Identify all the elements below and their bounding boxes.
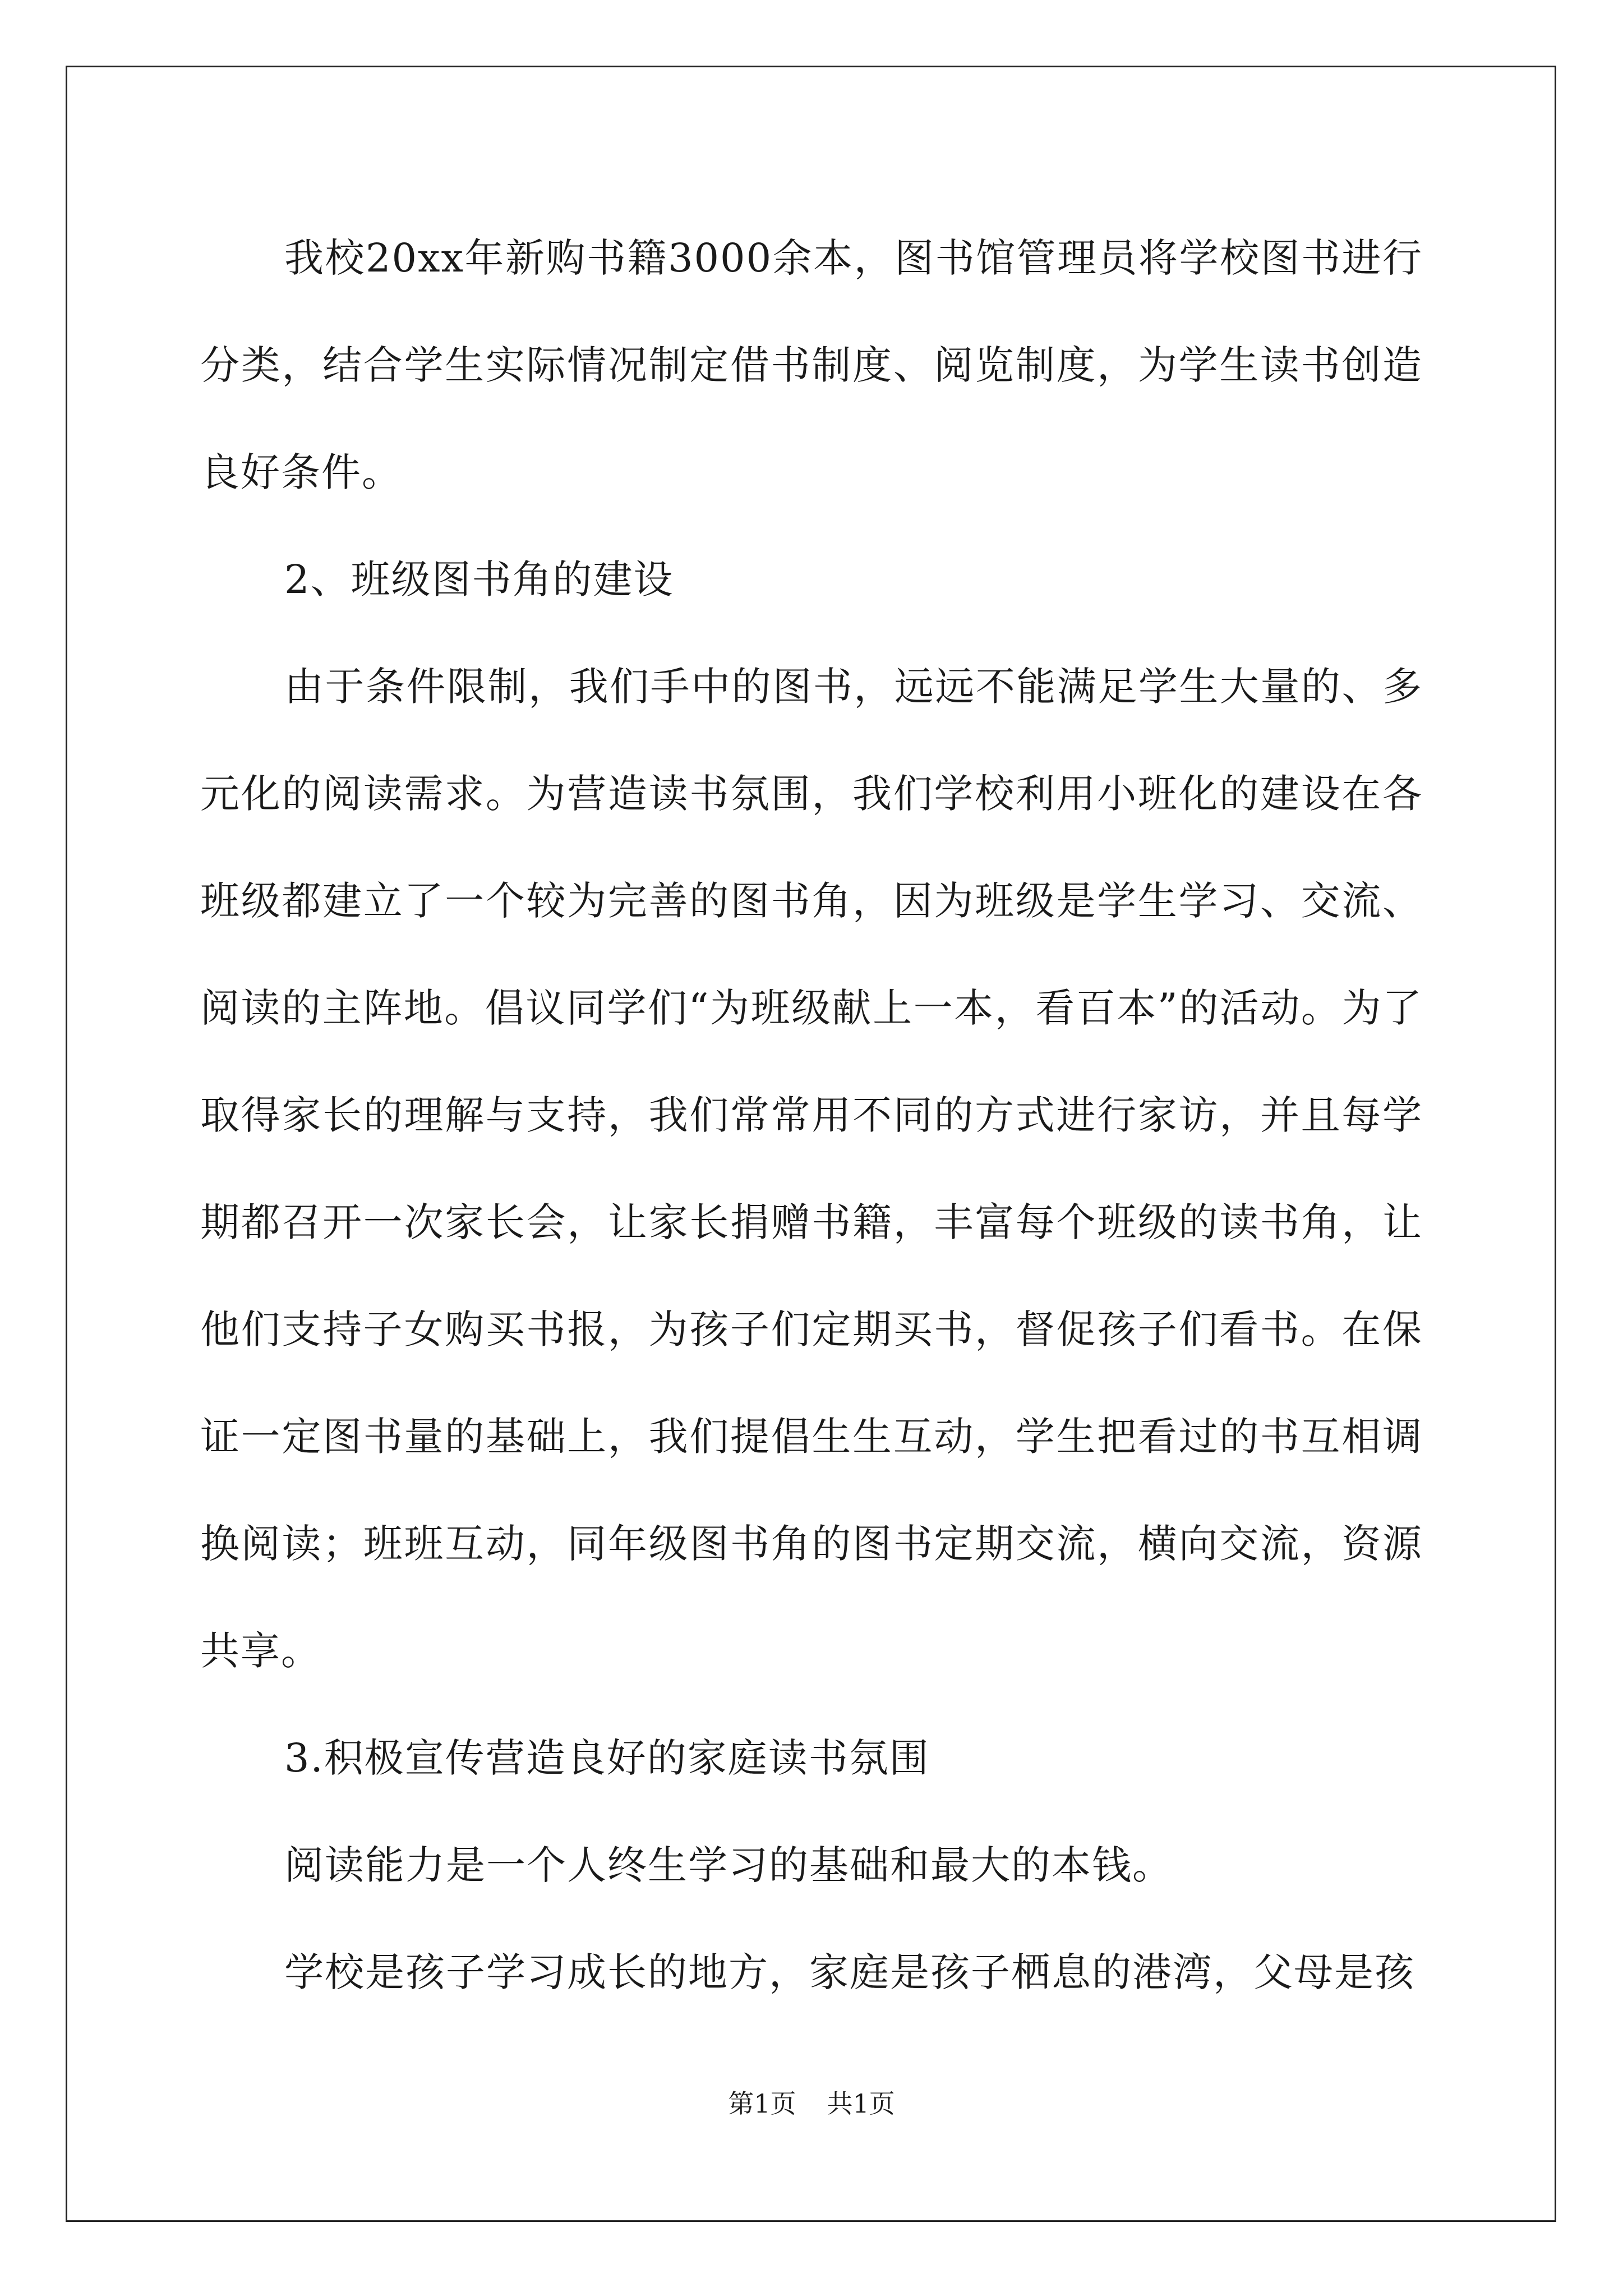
page-footer <box>0 2087 1623 2120</box>
heading-class-book-corner: 2、班级图书角的建设 <box>284 556 674 602</box>
paragraph-book-corner: 由于条件限制，我们手中的图书，远远不能满足学生大量的、多元化的阅读需求。为营造读书氛围，我们学校利用小班化的建设在各班级都建立了一个较为完善的图书角，因为班级是学生学习、交流、阅读的主阵地。倡议同学们“为班级献上一本，看百本”的活动。为了取得家长的理解与支持，我们常常用不同的方式进行家访，并且每学期都召开一次家长会，让家长捐赠书籍，丰富每个班级的读书角，让他们支持子女购买书报，为孩子们定期买书，督促孩子们看书。在保证一定图书量的基础上，我们提倡生生互动，学生把看过的书互相调换阅读；班班互动，同年级图书角的图书定期交流，横向交流，资源共享。 <box>200 664 1423 1674</box>
paragraph-reading-ability: 阅读能力是一个人终生学习的基础和最大的本钱。 <box>284 1842 1173 1888</box>
paragraph-school-family: 学校是孩子学习成长的地方，家庭是孩子栖息的港湾，父母是孩 <box>284 1949 1415 1995</box>
page-number-total: 共1页 <box>827 2088 895 2119</box>
page-number-current: 第1页 <box>728 2088 796 2119</box>
heading-family-reading: 3.积极宣传营造良好的家庭读书氛围 <box>284 1735 930 1781</box>
paragraph-library-books: 我校20xx年新购书籍3000余本，图书馆管理员将学校图书进行分类，结合学生实际情况制定借书制度、阅览制度，为学生读书创造良好条件。 <box>200 235 1423 495</box>
document-body <box>200 205 1423 2026</box>
